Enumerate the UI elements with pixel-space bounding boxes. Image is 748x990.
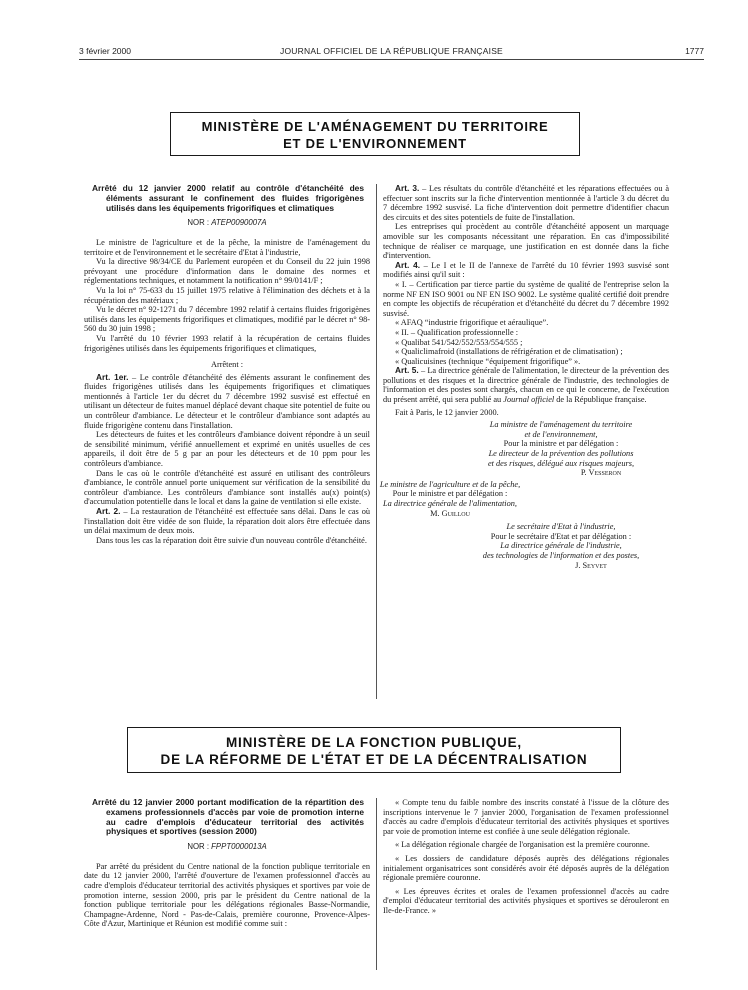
article-text: – La restauration de l'étanchéité est effectuée sans délai. Dans le cas où l'installation doit être vidée de son fluide, la réparation doit alors être effectuée dans un délai maximum de deux mois.	[84, 507, 371, 536]
nor-label: NOR :	[187, 218, 210, 228]
decree1-art3-p1	[383, 184, 669, 222]
decree2-quote-4: « Les épreuves écrites et orales de l'examen professionnel d'accès au cadre d'emploi d'éducateur territorial des activités physiques et sportives se dérouleront en Ile-de-France. »	[383, 886, 669, 915]
decree1-art4-p7: « Qualicuisines (technique “équipement frigorifique” ».	[395, 356, 581, 366]
sig1-title1: La ministre de l'aménagement du territoire	[489, 420, 633, 430]
decree1-art4-p6: « Qualiclimafroid (installations de réfrigération et de climatisation) ;	[395, 347, 623, 357]
decree1-vu-3: Vu le décret n° 92-1271 du 7 décembre 1992 relatif à certains fluides frigorigènes utilisés dans les équipements frigorifiques et climatiques, modifié par le décret n° 98-560 du 30 juin 1998 ;	[84, 305, 370, 334]
decree1-vu-4: Vu l'arrêté du 10 février 1993 relatif à la récupération de certains fluides frigorigènes utilisés dans les équipements frigorifiques et climatiques,	[84, 333, 370, 353]
decree2-left-column	[84, 798, 370, 929]
decree1-title: Arrêté du 12 janvier 2000 relatif au contrôle d'étanchéité des éléments assurant le confinement des fluides frigorigènes utilisés dans les équipements frigorifiques et climatiques	[92, 183, 364, 213]
decree1-art4-p1	[383, 261, 669, 280]
article-text: – Les résultats du contrôle d'étanchéité et les réparations effectuées ou à effectuer sont inscrits sur la fiche d'intervention mentionnée à l'article 3 du décret du 7 décembre 1992 susvisé. La fiche d'intervention doit permettre d'identifier chacun des circuits et des sites potentiels de fuite de l'installation.	[383, 184, 669, 222]
article-text: – Le I et le II de l'annexe de l'arrêté du 10 février 1993 susvisé sont modifiés ainsi qu'il suit :	[383, 260, 670, 280]
header-rule	[79, 59, 704, 60]
article-text-end: de la République française.	[556, 395, 647, 405]
sig1-delegation: Pour la ministre et par délégation :	[503, 439, 619, 449]
decree1-art2-p2: Dans tous les cas la réparation doit être suivie d'un nouveau contrôle d'étanchéité.	[96, 535, 367, 545]
sig2-delegation: Pour le ministre et par délégation :	[392, 489, 508, 499]
decree1-arretent: Arrêtent :	[210, 360, 244, 370]
decree1-art5-p1	[383, 366, 669, 404]
article-label: Art. 3.	[395, 183, 420, 193]
sig1-role2: et des risques, délégué aux risques majeurs,	[487, 458, 635, 468]
nor-code: ATEP0090007A	[211, 218, 267, 228]
article-label: Art. 4.	[395, 259, 421, 270]
sig3-name: J. Seyvet	[575, 560, 607, 570]
column-divider-2	[376, 798, 377, 970]
decree1-art4-p2: « I. – Certification par tierce partie du système de qualité de l'entreprise selon la norme NF EN ISO 9001 ou NF EN ISO 9002. Le système qualité certifié doit prendre en compte les objectifs de récupération et d'étanchéité du décret du 7 décembre 1992 susvisé.	[383, 279, 669, 318]
sig1-title2: et de l'environnement,	[524, 429, 598, 439]
decree1-done-at: Fait à Paris, le 12 janvier 2000.	[395, 407, 499, 417]
ministry-heading-line1: MINISTÈRE DE L'AMÉNAGEMENT DU TERRITOIRE	[201, 119, 549, 134]
decree1-art1-p3: Dans le cas où le contrôle d'étanchéité est assuré en utilisant des contrôleurs d'ambiance, le contrôle annuel porte uniquement sur vérification de la sensibilité du contrôleur d'ambiance. Les contrôleurs d'ambiance sont installés au(x) point(s) d'accumulation potentielle dans le local et dans la gaine de ventilation si elle existe.	[84, 468, 370, 507]
ministry-heading-line1: MINISTÈRE DE LA FONCTION PUBLIQUE,	[226, 735, 522, 750]
ministry-heading-fonction-publique	[127, 727, 621, 773]
ministry-heading-line2: DE LA RÉFORME DE L'ÉTAT ET DE LA DÉCENTRALISATION	[160, 752, 588, 767]
decree1-left-column	[84, 184, 370, 545]
nor-label: NOR :	[187, 842, 209, 852]
decree1-art4-p4: « II. – Qualification professionnelle :	[395, 327, 519, 337]
sig1-role1: Le directeur de la prévention des pollutions	[488, 449, 634, 459]
ministry-heading-environment	[170, 112, 580, 156]
sig3-title: Le secrétaire d'Etat à l'industrie,	[506, 522, 616, 532]
sig2-name: M. Guillou	[430, 508, 470, 518]
sig1-name: P. Vesseron	[580, 468, 622, 478]
decree1-intro: Le ministre de l'agriculture et de la pêche, la ministre de l'aménagement du territoire et de l'environnement et le secrétaire d'Etat à l'industrie,	[84, 237, 370, 257]
article-text: – Le contrôle d'étanchéité des éléments assurant le confinement des fluides frigorigènes utilisés dans les équipements frigorifiques et climatiques mentionnés à l'article 1er du décret du 7 décembre 1992 susvisé est effectué en utilisant un détecteur de fuites manuel déplacé devant chaque site potentiel de fuite ou un contrôleur d'ambiance. Le détecteur et le contrôleur d'ambiance sont adaptés au fluide frigorigène contenu dans l'installation.	[84, 372, 370, 430]
decree2-quote-1: « Compte tenu du faible nombre des inscrits constaté à l'issue de la clôture des inscriptions intervenue le 7 janvier 2000, l'organisation de l'examen professionnel d'accès au cadre d'emplois d'éducateur territorial des activités physiques et sportives par voie de promotion interne est confiée à une seule délégation régionale.	[383, 798, 669, 836]
sig2-title: Le ministre de l'agriculture et de la pêche,	[379, 479, 521, 489]
decree1-art1-p2: Les détecteurs de fuites et les contrôleurs d'ambiance doivent répondre à un seuil de sensibilité minimum, vérifié annuellement et exprimé en unités usuelles de ces appareils, il doit être de 5 g par an pour les détecteurs et de 10 ppm pour les contrôleurs d'ambiance.	[84, 430, 370, 469]
nor-code: FPPT0000013A	[211, 842, 267, 852]
signature-block-3	[453, 522, 669, 570]
header-date: 3 février 2000	[79, 46, 131, 56]
sig3-delegation: Pour le secrétaire d'Etat et par délégation :	[490, 531, 632, 541]
sig3-role2: des technologies de l'information et des postes,	[482, 550, 640, 560]
decree2-p1: Par arrêté du président du Centre national de la fonction publique territoriale en date du 12 janvier 2000, l'arrêté d'ouverture de l'examen professionnel d'accès au cadre d'emplois d'éducateur territorial des activités physiques et sportives par voie de promotion interne, session 2000, pris par le président du Centre national de la fonction publique territoriale pour les délégations régionales Basse-Normandie, Champagne-Ardenne, Nord - Pas-de-Calais, première couronne, Provence-Alpes-Côte d'Azur, Martinique et Réunion est modifié comme suit :	[84, 861, 370, 929]
decree1-right-column	[379, 183, 670, 570]
article-label: Art. 1er.	[96, 371, 129, 382]
signature-block-1	[453, 420, 669, 478]
header-page-number: 1777	[685, 46, 704, 56]
decree2-right-column	[383, 798, 669, 916]
decree1-vu-2: Vu la loi n° 75-633 du 15 juillet 1975 relative à l'élimination des déchets et à la récupération des matériaux ;	[84, 285, 370, 305]
decree1-nor	[84, 218, 370, 228]
article-label: Art. 5.	[395, 365, 419, 376]
page-header	[79, 46, 704, 60]
decree2-title: Arrêté du 12 janvier 2000 portant modification de la répartition des examens professionnels d'accès par voie de promotion interne au cadre d'emplois d'éducateur territorial des activités physiques et sportives (session 2000)	[92, 797, 364, 837]
decree1-art4-p5: « Qualibat 541/542/552/553/554/555 ;	[395, 337, 523, 347]
decree2-quote-3: « Les dossiers de candidature déposés auprès des délégations régionales initialement organisatrices sont considérés avoir été déposés auprès de la délégation régionale première couronne.	[383, 853, 669, 883]
decree2-nor	[84, 842, 370, 852]
decree1-vu-1: Vu la directive 98/34/CE du Parlement européen et du Conseil du 22 juin 1998 prévoyant une procédure d'information dans le domaine des normes et réglementations techniques, et notamment la notification n° 99/0141/F ;	[84, 257, 370, 286]
article-text: – La directrice générale de l'alimentation, le directeur de la prévention des pollutions et des risques et la directrice générale de l'industrie, des technologies de l'information et des postes sont chargés, chacun en ce qui le concerne, de l'exécution du présent arrêté, qui sera publié au	[383, 366, 670, 405]
decree1-art2-p1	[84, 507, 370, 536]
journal-officiel-ref: Journal officiel	[503, 395, 555, 405]
sig3-role1: La directrice générale de l'industrie,	[500, 541, 622, 551]
signature-block-2	[370, 480, 530, 518]
sig2-role: La directrice générale de l'alimentation,	[383, 499, 517, 508]
decree1-art1-p1	[84, 373, 370, 431]
column-divider	[376, 184, 377, 699]
header-journal-title: JOURNAL OFFICIEL DE LA RÉPUBLIQUE FRANÇAISE	[280, 46, 503, 56]
decree1-art4-p3: « AFAQ “industrie frigorifique et aéraulique”.	[395, 318, 549, 328]
ministry-heading-line2: ET DE L'ENVIRONNEMENT	[283, 136, 467, 151]
article-label: Art. 2.	[96, 506, 121, 517]
decree2-quote-2: « La délégation régionale chargée de l'organisation est la première couronne.	[395, 840, 650, 850]
decree1-art3-p2: Les entreprises qui procèdent au contrôle d'étanchéité apposent un marquage amovible sur les composants nécessitant une réparation. En cas d'impossibilité technique de réaliser ce marquage, une justification en est donnée dans la fiche d'intervention.	[383, 222, 669, 261]
